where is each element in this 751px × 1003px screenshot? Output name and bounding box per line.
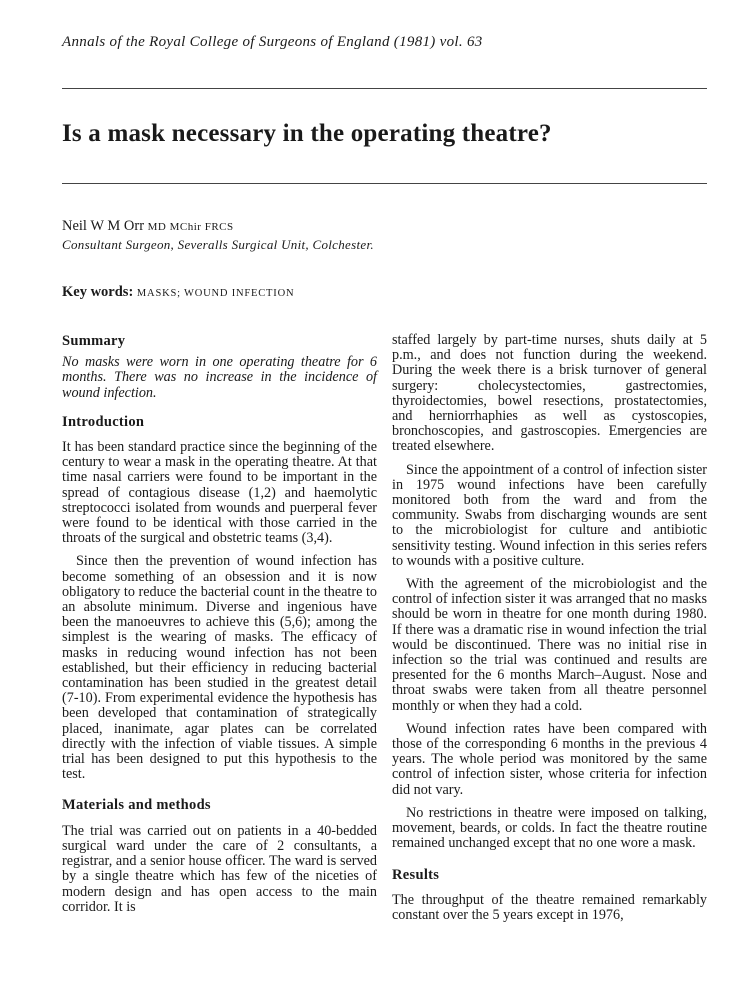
results-heading: Results: [392, 866, 440, 883]
introduction-paragraph-2: Since then the prevention of wound infection has become something of an obsession and it is now obligatory to reduce the bacterial count in the theatre to an absolute minimum. Diverse and ingenious have been the manoeuvres to achieve this (5,6); among the simplest is the wearing of masks. The efficacy of masks in reducing wound infection has not been established, but their efficiency in reducing bacterial contamination has been studied in the greatest detail (7-10). From experimental evidence the hypothesis has been developed that contamination of strategically placed, inanimate, agar plates can be correlated directly with the infection of viable tissues. A simple trial has been designed to put this hypothesis to the test.: [62, 553, 377, 783]
author-degrees: MD MChir FRCS: [147, 221, 234, 233]
methods-heading: Materials and methods: [62, 797, 211, 814]
introduction-paragraph-1: It has been standard practice since the beginning of the century to wear a mask in the operating theatre. At that time nasal carriers were found to be important in the spread of contagious disease (1,2) and haemolytic streptococci isolated from wounds and puerperal fever were found to be identical with those carried in the throats of the surgical and obstetric teams (3,4).: [62, 439, 377, 547]
keywords-label: Key words:: [62, 284, 134, 300]
article-title: Is a mask necessary in the operating theatre?: [62, 120, 552, 147]
methods-paragraph-2: Since the appointment of a control of infection sister in 1975 wound infections have been carefully monitored both from the ward and from the community. Swabs from discharging wounds are sent to the microbiologist for culture and antibiotic sensitivity testing. Wound infection in this series refers to wounds with a positive culture.: [392, 461, 707, 569]
left-column: [62, 334, 377, 915]
methods-paragraph-4: Wound infection rates have been compared with those of the corresponding 6 months in the previous 4 years. The whole period was monitored by the same control of infection sister, whose criteria for infection did not vary.: [392, 720, 707, 798]
summary-heading: Summary: [62, 333, 126, 349]
methods-paragraph-1-continued: staffed largely by part-time nurses, shuts daily at 5 p.m., and does not function during the weekend. During the week there is a brisk turnover of general surgery: cholecystectomies, gastrectomies, thyroidectomies, bowel resections, prostatectomies, and herniorrhaphies as well as cystoscopies, bronchoscopies, and gastroscopies. Emergencies are treated elsewhere.: [392, 332, 707, 455]
keywords-terms: MASKS; WOUND INFECTION: [136, 288, 295, 299]
journal-header: Annals of the Royal College of Surgeons of England (1981) vol. 63: [62, 34, 483, 50]
author-name: Neil W M Orr: [62, 218, 145, 234]
introduction-heading: Introduction: [62, 413, 145, 430]
methods-paragraph-1: The trial was carried out on patients in a 40-bedded surgical ward under the care of 2 consultants, a registrar, and a senior house officer. The ward is served by a single theatre which has few of the niceties of modern design and has open access to the main corridor. It is: [62, 822, 377, 915]
top-divider: [62, 88, 707, 89]
author-affiliation: Consultant Surgeon, Severalls Surgical Unit, Colchester.: [62, 237, 374, 252]
title-divider: [62, 183, 707, 184]
results-paragraph-1: The throughput of the theatre remained remarkably constant over the 5 years except in 1976,: [392, 891, 707, 923]
author-line: [62, 218, 234, 235]
right-column: [392, 333, 707, 923]
keywords-line: [62, 284, 294, 301]
methods-paragraph-3: With the agreement of the microbiologist and the control of infection sister it was arranged that no masks should be worn in theatre for one month during 1980. If there was a dramatic rise in wound infection the trial would be discontinued. There was no initial rise in infection so the trial was continued and results are presented for the 6 months March–August. Nose and throat swabs were taken from all theatre personnel monthly or when they had a cold.: [392, 576, 707, 714]
methods-paragraph-5: No restrictions in theatre were imposed on talking, movement, beards, or colds. In fact the theatre routine remained unchanged except that no one wore a mask.: [392, 804, 707, 852]
summary-text: No masks were worn in one operating theatre for 6 months. There was no increase in the incidence of wound infection.: [62, 354, 377, 401]
